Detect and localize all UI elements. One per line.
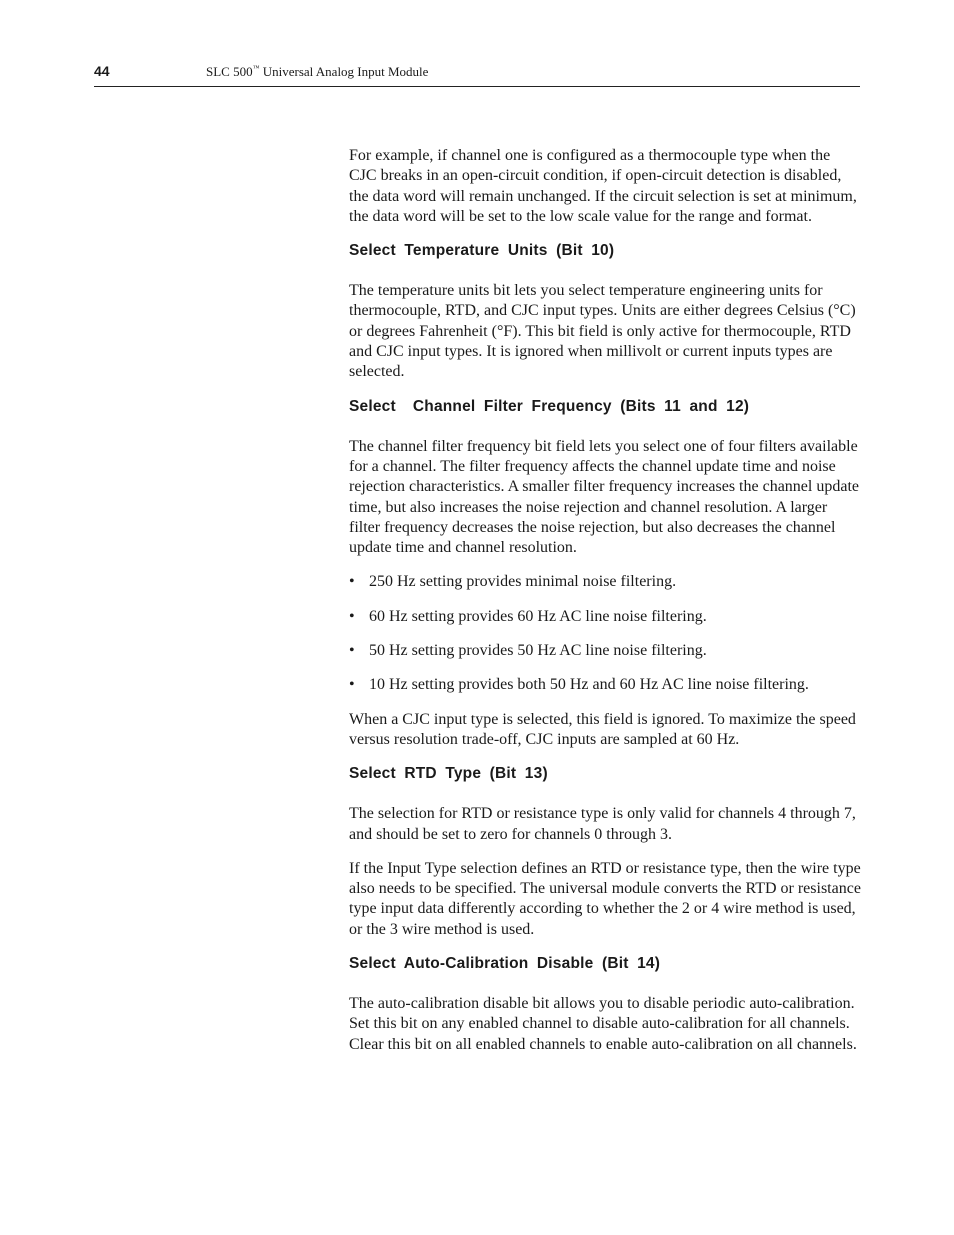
section-heading-auto-calibration: Select Auto-Calibration Disable (Bit 14) <box>349 955 661 973</box>
main-content <box>349 146 861 1069</box>
list-item-text: 250 Hz setting provides minimal noise filtering. <box>369 573 677 591</box>
section-heading-rtd-type: Select RTD Type (Bit 13) <box>349 765 548 783</box>
list-item-text: 50 Hz setting provides 50 Hz AC line noise filtering. <box>369 642 707 660</box>
section-heading-temperature-units: Select Temperature Units (Bit 10) <box>349 242 615 260</box>
page-header <box>94 62 860 87</box>
rtd-type-paragraph-1: The selection for RTD or resistance type is only valid for channels 4 through 7, and should be set to zero for channels 0 through 3. <box>349 805 856 843</box>
trademark-symbol: ™ <box>252 64 260 72</box>
running-title <box>206 63 428 81</box>
filter-frequency-paragraph: The channel filter frequency bit field lets you select one of four filters available for a channel. The filter frequency affects the channel update time and noise rejection characteristics. A smaller filter frequency increases the channel update time, but also increases the noise rejection and channel resolution. A larger filter frequency decreases the noise rejection, but also decreases the channel update time and channel resolution. <box>349 437 859 557</box>
bullet-icon: • <box>349 573 355 591</box>
rtd-type-paragraph-2: If the Input Type selection defines an RTD or resistance type, then the wire type also needs to be specified. The universal module converts the RTD or resistance type input data differently according to whether the 2 or 4 wire method is used, or the 3 wire method is used. <box>349 859 861 938</box>
list-item <box>349 675 861 695</box>
list-item <box>349 641 861 661</box>
page-number: 44 <box>94 63 110 79</box>
intro-paragraph: For example, if channel one is configured as a thermocouple type when the CJC breaks in an open-circuit condition, if open-circuit detection is disabled, the data word will remain unchanged. If the circuit selection is set at minimum, the data word will be set to the low scale value for the range and format. <box>349 147 857 225</box>
list-item-text: 10 Hz setting provides both 50 Hz and 60 Hz AC line noise filtering. <box>369 676 809 694</box>
temperature-units-paragraph: The temperature units bit lets you select temperature engineering units for thermocouple, RTD, and CJC input types. Units are either degrees Celsius (°C) or degrees Fahrenheit (°F). This bit field is only active for thermocouple, RTD and CJC input types. It is ignored when millivolt or current inputs types are selected. <box>349 282 856 381</box>
cjc-note-paragraph: When a CJC input type is selected, this field is ignored. To maximize the speed versus resolution trade-off, CJC inputs are sampled at 60 Hz. <box>349 710 856 748</box>
running-title-prefix: SLC 500 <box>206 64 253 79</box>
bullet-icon: • <box>349 607 355 625</box>
section-heading-filter-frequency: Select Channel Filter Frequency (Bits 11 and 12) <box>349 397 750 415</box>
auto-calibration-paragraph: The auto-calibration disable bit allows you to disable periodic auto-calibration. Set this bit on any enabled channel to disable auto-calibration for all channels. Clear this bit on all enabled channels to enable auto-calibration on all channels. <box>349 995 857 1053</box>
running-title-suffix: Universal Analog Input Module <box>259 64 429 79</box>
list-item <box>349 572 861 592</box>
bullet-icon: • <box>349 642 355 660</box>
list-item-text: 60 Hz setting provides 60 Hz AC line noise filtering. <box>369 607 707 625</box>
list-item <box>349 607 861 627</box>
filter-settings-list <box>349 572 861 695</box>
bullet-icon: • <box>349 676 355 694</box>
